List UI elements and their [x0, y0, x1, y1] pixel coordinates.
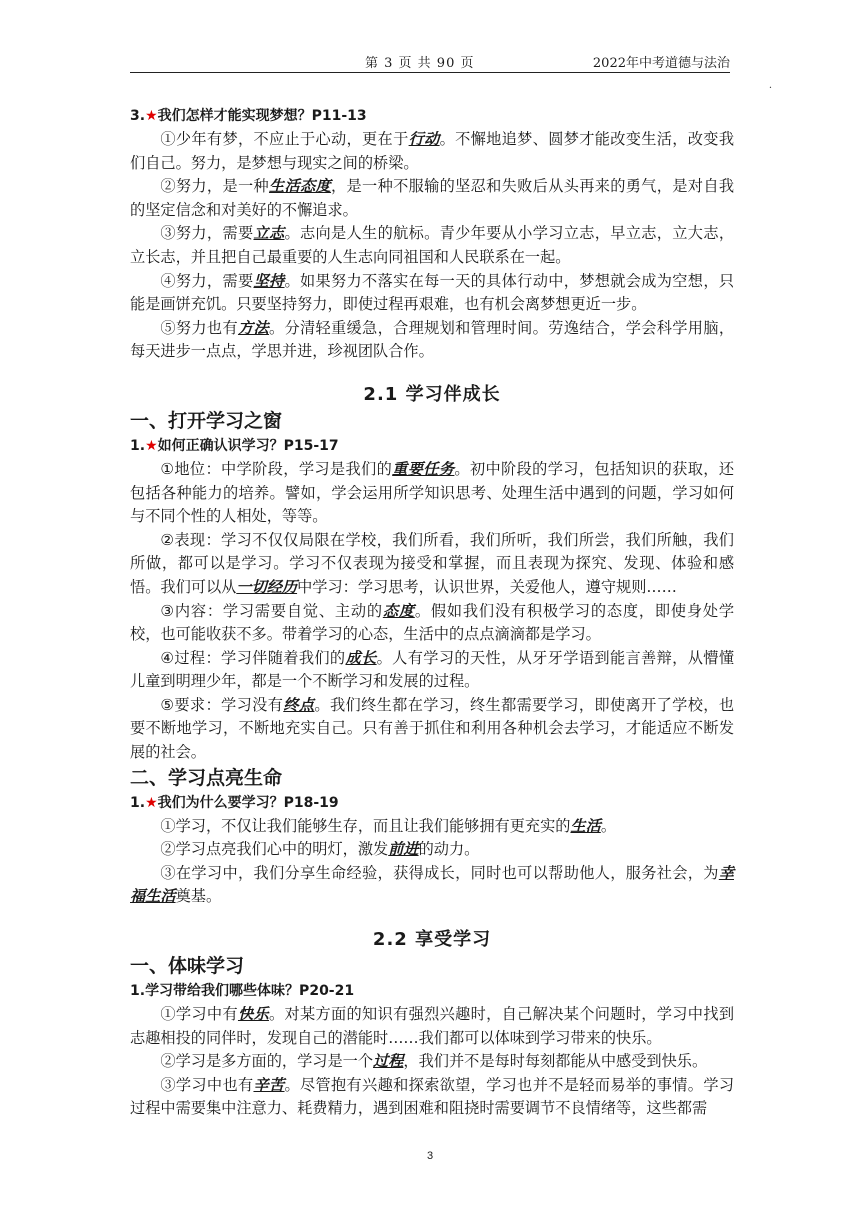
- keyword: 辛苦: [253, 1075, 285, 1094]
- paragraph: ①学习中有快乐。对某方面的知识有强烈兴趣时，自己解决某个问题时，学习中找到志趣相投的同伴时，发现自己的潜能时……我们都可以体味到学习带来的快乐。: [130, 1005, 735, 1047]
- keyword: 快乐: [237, 1005, 269, 1024]
- paragraph: ②努力，是一种生活态度，是一种不服输的坚忍和失败后从头再来的勇气，是对自我的坚定信念和对美好的不懈追求。: [130, 177, 735, 219]
- page-number: 3: [426, 1150, 434, 1162]
- header-dot: .: [768, 80, 772, 91]
- question-heading: 1.学习带给我们哪些体味？P20-21: [130, 983, 355, 1000]
- keyword: 过程: [373, 1052, 404, 1071]
- question-heading: 3.★我们怎样才能实现梦想？P11-13: [130, 108, 367, 124]
- paragraph: ③努力，需要立志。志向是人生的航标。青少年要从小学习立志，早立志，立大志，立长志，并且把自己最重要的人生志向同祖国和人民联系在一起。: [130, 224, 735, 266]
- page-header: [130, 46, 730, 73]
- section-title: 2.2 享受学习: [372, 929, 492, 951]
- subsection-heading: 二、学习点亮生命: [130, 766, 283, 789]
- keyword: 一切经历: [236, 577, 298, 596]
- star-icon: ★: [145, 794, 158, 811]
- keyword: 立志: [253, 224, 285, 243]
- star-icon: ★: [145, 108, 158, 124]
- subsection-heading: 一、体味学习: [130, 955, 245, 978]
- paragraph: ③学习中也有辛苦。尽管抱有兴趣和探索欲望，学习也并不是轻而易举的事情。学习过程中需要集中注意力、耗费精力，遇到困难和阻挠时需要调节不良情绪等，这些都需: [130, 1075, 735, 1118]
- keyword: 幸福生活: [130, 863, 734, 906]
- document-title: 2022年中考道德与法治: [592, 56, 730, 71]
- paragraph: ③在学习中，我们分享生命经验，获得成长，同时也可以帮助他人，服务社会，为幸福生活奠基。: [130, 863, 734, 906]
- keyword: 前进: [388, 840, 419, 859]
- paragraph: ②表现：学习不仅仅局限在学校，我们所看，我们所听，我们所尝，我们所触，我们所做，都可以是学习。学习不仅表现为接受和掌握，而且表现为探究、发现、体验和感悟。我们可以从一切经历中学习：学习思考，认识世界，关爱他人，遵守规则……: [130, 530, 734, 596]
- section-title: 2.1 学习伴成长: [363, 383, 501, 405]
- paragraph: ④过程：学习伴随着我们的成长。人有学习的天性，从牙牙学语到能言善辩，从懵懂儿童到明理少年，都是一个不断学习和发展的过程。: [130, 648, 735, 691]
- paragraph: ④努力，需要坚持。如果努力不落实在每一天的具体行动中，梦想就会成为空想，只能是画饼充饥。只要坚持努力，即使过程再艰难，也有机会离梦想更近一步。: [130, 271, 735, 314]
- keyword: 重要任务: [392, 459, 455, 478]
- paragraph: ①学习，不仅让我们能够生存，而且让我们能够拥有更充实的生活。: [160, 816, 617, 835]
- paragraph: ⑤努力也有方法。分清轻重缓急，合理规划和管理时间。劳逸结合，学会科学用脑，每天进步一点点，学思并进，珍视团队合作。: [130, 318, 735, 361]
- keyword: 生活态度: [268, 177, 332, 196]
- paragraph: ①地位：中学阶段，学习是我们的重要任务。初中阶段的学习，包括知识的获取，还包括各种能力的培养。譬如，学会运用所学知识思考、处理生活中遇到的问题，学习如何与不同个性的人相处，等等。: [130, 459, 735, 526]
- question-heading: 1.★我们为什么要学习？P18-19: [130, 794, 339, 811]
- keyword: 终点: [283, 695, 315, 714]
- question-heading: 1.★如何正确认识学习？P15-17: [130, 437, 339, 454]
- paragraph: ⑤要求：学习没有终点。我们终生都在学习，终生都需要学习，即使离开了学校，也要不断地学习，不断地充实自己。只有善于抓住和利用各种机会去学习，才能适应不断发展的社会。: [130, 695, 735, 762]
- keyword: 方法: [237, 318, 269, 337]
- paragraph: ②学习是多方面的，学习是一个过程，我们并不是每时每刻都能从中感受到快乐。: [160, 1052, 708, 1071]
- paragraph: ③内容：学习需要自觉、主动的态度。假如我们没有积极学习的态度，即使身处学校，也可能收获不多。带着学习的心态，生活中的点点滴滴都是学习。: [130, 601, 735, 644]
- paragraph: ②学习点亮我们心中的明灯，激发前进的动力。: [160, 840, 480, 859]
- keyword: 成长: [345, 648, 377, 667]
- document-body: [130, 104, 734, 1121]
- keyword: 态度: [382, 601, 415, 620]
- keyword: 生活: [570, 816, 601, 835]
- keyword: 坚持: [253, 271, 285, 290]
- paragraph: ①少年有梦，不应止于心动，更在于行动。不懈地追梦、圆梦才能改变生活，改变我们自己。努力，是梦想与现实之间的桥梁。: [130, 130, 735, 172]
- page-info: 第 3 页 共 90 页: [365, 56, 475, 71]
- subsection-heading: 一、打开学习之窗: [130, 409, 283, 432]
- star-icon: ★: [145, 437, 158, 454]
- keyword: 行动: [408, 130, 440, 148]
